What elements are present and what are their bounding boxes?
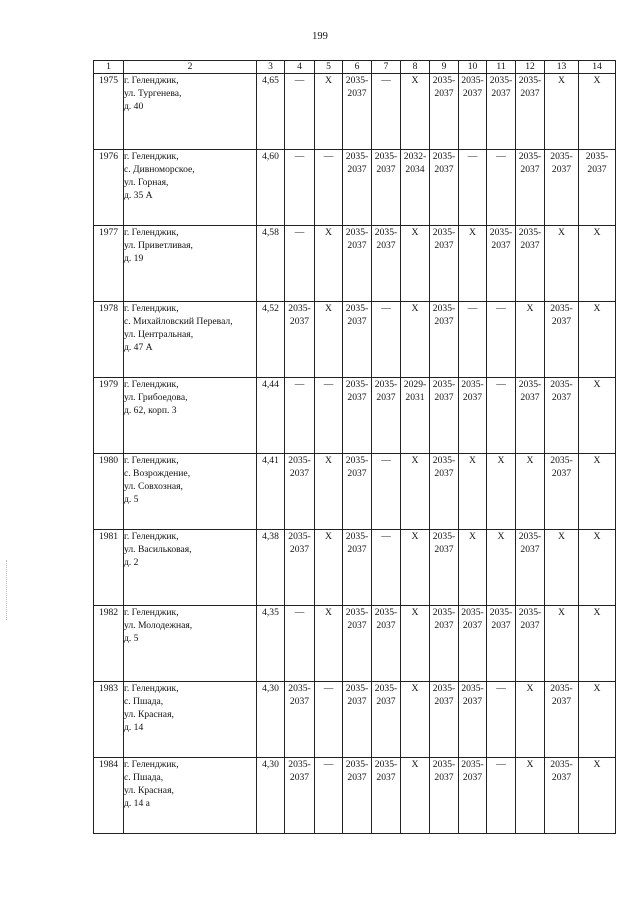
period-cell: X: [401, 758, 430, 834]
period-cell: 2035- 2037: [516, 530, 545, 606]
period-cell: X: [579, 530, 616, 606]
period-cell: X: [315, 454, 343, 530]
period-cell: 2035- 2037: [430, 378, 459, 454]
row-number: 1976: [94, 150, 124, 226]
period-cell: —: [459, 150, 487, 226]
table-row: [94, 682, 616, 758]
period-cell: 2035- 2037: [430, 302, 459, 378]
housing-repair-table: [93, 60, 616, 834]
row-number: 1975: [94, 74, 124, 150]
row-number: 1980: [94, 454, 124, 530]
period-cell: 2035- 2037: [285, 454, 315, 530]
page-number: 199: [312, 31, 328, 42]
period-cell: —: [372, 530, 401, 606]
row-number: 1984: [94, 758, 124, 834]
period-cell: X: [315, 302, 343, 378]
column-header-9: 9: [430, 61, 459, 74]
area-cell: 4,44: [257, 378, 285, 454]
period-cell: X: [315, 606, 343, 682]
area-cell: 4,30: [257, 682, 285, 758]
period-cell: X: [545, 606, 579, 682]
period-cell: 2035- 2037: [372, 150, 401, 226]
period-cell: —: [487, 302, 516, 378]
period-cell: 2035- 2037: [343, 682, 372, 758]
period-cell: 2035- 2037: [516, 150, 545, 226]
period-cell: X: [579, 454, 616, 530]
table-row: [94, 454, 616, 530]
period-cell: 2035- 2037: [516, 378, 545, 454]
period-cell: —: [285, 606, 315, 682]
address-cell: г. Геленджик, с. Пшада, ул. Красная, д. 14 а: [124, 758, 257, 834]
period-cell: —: [372, 302, 401, 378]
period-cell: 2035- 2037: [372, 758, 401, 834]
period-cell: 2035- 2037: [545, 378, 579, 454]
period-cell: 2035- 2037: [545, 150, 579, 226]
period-cell: X: [545, 74, 579, 150]
period-cell: 2035- 2037: [545, 454, 579, 530]
column-header-8: 8: [401, 61, 430, 74]
period-cell: —: [372, 454, 401, 530]
area-cell: 4,38: [257, 530, 285, 606]
period-cell: 2035- 2037: [343, 606, 372, 682]
address-cell: г. Геленджик, ул. Приветливая, д. 19: [124, 226, 257, 302]
period-cell: —: [459, 302, 487, 378]
period-cell: X: [401, 454, 430, 530]
period-cell: 2035- 2037: [430, 150, 459, 226]
period-cell: 2035- 2037: [516, 226, 545, 302]
table-row: [94, 226, 616, 302]
period-cell: 2035- 2037: [285, 682, 315, 758]
period-cell: 2035- 2037: [343, 758, 372, 834]
period-cell: X: [401, 74, 430, 150]
column-header-1: 1: [94, 61, 124, 74]
period-cell: 2035- 2037: [372, 378, 401, 454]
address-cell: г. Геленджик, с. Дивноморское, ул. Горная, д. 35 А: [124, 150, 257, 226]
period-cell: X: [516, 682, 545, 758]
period-cell: —: [315, 758, 343, 834]
period-cell: 2035- 2037: [343, 378, 372, 454]
period-cell: 2035- 2037: [459, 606, 487, 682]
table-row: [94, 302, 616, 378]
address-cell: г. Геленджик, с. Пшада, ул. Красная, д. 14: [124, 682, 257, 758]
address-cell: г. Геленджик, с. Михайловский Перевал, ул. Центральная, д. 47 А: [124, 302, 257, 378]
area-cell: 4,52: [257, 302, 285, 378]
period-cell: X: [315, 530, 343, 606]
column-number-row: [94, 61, 616, 74]
period-cell: 2035- 2037: [516, 606, 545, 682]
period-cell: X: [516, 454, 545, 530]
period-cell: 2029- 2031: [401, 378, 430, 454]
area-cell: 4,41: [257, 454, 285, 530]
period-cell: 2035- 2037: [487, 606, 516, 682]
period-cell: X: [545, 530, 579, 606]
address-cell: г. Геленджик, ул. Тургенева, д. 40: [124, 74, 257, 150]
period-cell: X: [459, 454, 487, 530]
table-row: [94, 530, 616, 606]
scan-artifact: [6, 560, 9, 620]
period-cell: 2035- 2037: [459, 74, 487, 150]
row-number: 1983: [94, 682, 124, 758]
period-cell: —: [487, 682, 516, 758]
period-cell: X: [579, 74, 616, 150]
area-cell: 4,65: [257, 74, 285, 150]
period-cell: X: [579, 378, 616, 454]
period-cell: 2035- 2037: [372, 606, 401, 682]
address-cell: г. Геленджик, ул. Грибоедова, д. 62, корп. 3: [124, 378, 257, 454]
period-cell: —: [285, 74, 315, 150]
period-cell: X: [579, 302, 616, 378]
period-cell: X: [487, 530, 516, 606]
column-header-5: 5: [315, 61, 343, 74]
period-cell: X: [459, 530, 487, 606]
table-body: [94, 74, 616, 834]
period-cell: 2035- 2037: [430, 454, 459, 530]
period-cell: 2035- 2037: [459, 758, 487, 834]
column-header-10: 10: [459, 61, 487, 74]
period-cell: 2035- 2037: [343, 74, 372, 150]
row-number: 1982: [94, 606, 124, 682]
row-number: 1978: [94, 302, 124, 378]
period-cell: X: [487, 454, 516, 530]
period-cell: 2035- 2037: [285, 302, 315, 378]
period-cell: 2035- 2037: [285, 530, 315, 606]
table-row: [94, 150, 616, 226]
table-row: [94, 758, 616, 834]
period-cell: 2035- 2037: [545, 758, 579, 834]
table-row: [94, 378, 616, 454]
period-cell: 2035- 2037: [487, 74, 516, 150]
period-cell: X: [459, 226, 487, 302]
row-number: 1977: [94, 226, 124, 302]
column-header-2: 2: [124, 61, 257, 74]
period-cell: 2035- 2037: [430, 758, 459, 834]
row-number: 1979: [94, 378, 124, 454]
period-cell: 2035- 2037: [430, 530, 459, 606]
period-cell: X: [579, 606, 616, 682]
period-cell: 2035- 2037: [343, 226, 372, 302]
period-cell: 2035- 2037: [343, 454, 372, 530]
period-cell: 2035- 2037: [430, 74, 459, 150]
period-cell: X: [579, 226, 616, 302]
period-cell: 2035- 2037: [459, 378, 487, 454]
table-row: [94, 606, 616, 682]
period-cell: —: [315, 682, 343, 758]
column-header-14: 14: [579, 61, 616, 74]
period-cell: —: [487, 758, 516, 834]
address-cell: г. Геленджик, ул. Молодежная, д. 5: [124, 606, 257, 682]
table-row: [94, 74, 616, 150]
column-header-11: 11: [487, 61, 516, 74]
column-header-4: 4: [285, 61, 315, 74]
period-cell: X: [545, 226, 579, 302]
period-cell: —: [372, 74, 401, 150]
period-cell: 2035- 2037: [430, 682, 459, 758]
period-cell: X: [516, 758, 545, 834]
area-cell: 4,30: [257, 758, 285, 834]
period-cell: 2035- 2037: [372, 682, 401, 758]
period-cell: X: [401, 302, 430, 378]
column-header-3: 3: [257, 61, 285, 74]
area-cell: 4,60: [257, 150, 285, 226]
column-header-7: 7: [372, 61, 401, 74]
period-cell: —: [285, 226, 315, 302]
period-cell: —: [285, 150, 315, 226]
period-cell: —: [315, 378, 343, 454]
period-cell: X: [516, 302, 545, 378]
column-header-13: 13: [545, 61, 579, 74]
column-header-12: 12: [516, 61, 545, 74]
period-cell: 2035- 2037: [545, 682, 579, 758]
period-cell: X: [579, 682, 616, 758]
period-cell: 2035- 2037: [430, 226, 459, 302]
period-cell: —: [315, 150, 343, 226]
period-cell: 2035- 2037: [343, 302, 372, 378]
period-cell: 2035- 2037: [579, 150, 616, 226]
period-cell: X: [401, 606, 430, 682]
period-cell: 2035- 2037: [285, 758, 315, 834]
period-cell: X: [401, 682, 430, 758]
row-number: 1981: [94, 530, 124, 606]
period-cell: 2035- 2037: [516, 74, 545, 150]
period-cell: —: [487, 150, 516, 226]
column-header-6: 6: [343, 61, 372, 74]
period-cell: X: [401, 226, 430, 302]
period-cell: 2035- 2037: [343, 150, 372, 226]
address-cell: г. Геленджик, ул. Васильковая, д. 2: [124, 530, 257, 606]
period-cell: —: [285, 378, 315, 454]
address-cell: г. Геленджик, с. Возрождение, ул. Совхозная, д. 5: [124, 454, 257, 530]
period-cell: 2035- 2037: [545, 302, 579, 378]
period-cell: 2035- 2037: [430, 606, 459, 682]
period-cell: 2035- 2037: [372, 226, 401, 302]
period-cell: X: [401, 530, 430, 606]
period-cell: 2035- 2037: [487, 226, 516, 302]
period-cell: X: [315, 74, 343, 150]
area-cell: 4,35: [257, 606, 285, 682]
period-cell: 2035- 2037: [343, 530, 372, 606]
area-cell: 4,58: [257, 226, 285, 302]
period-cell: X: [315, 226, 343, 302]
period-cell: 2032- 2034: [401, 150, 430, 226]
period-cell: —: [487, 378, 516, 454]
period-cell: 2035- 2037: [459, 682, 487, 758]
period-cell: X: [579, 758, 616, 834]
